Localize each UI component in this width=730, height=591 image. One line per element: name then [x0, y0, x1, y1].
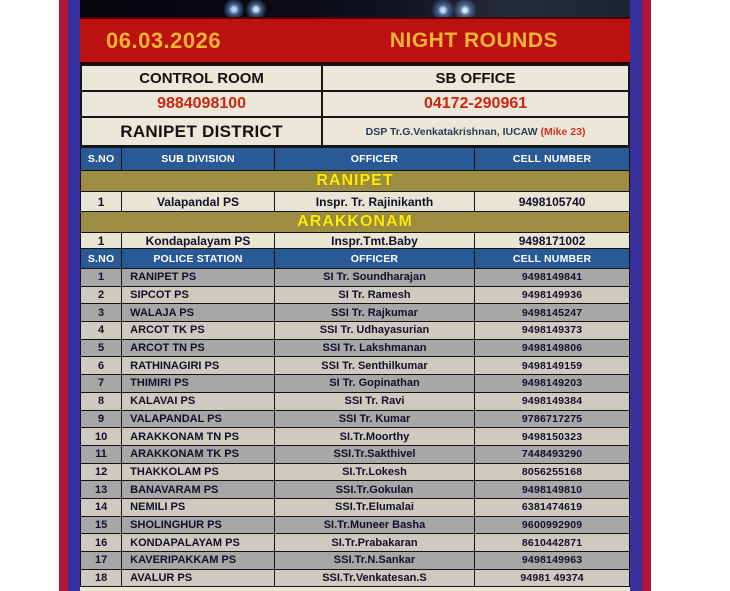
serial-number: 10	[81, 428, 122, 446]
officer-name: SI.Tr.Muneer Basha	[274, 516, 474, 534]
station-name: ARCOT TN PS	[122, 339, 275, 357]
cell-number: 7448493290	[475, 445, 630, 463]
officer-name: SI.Tr.Lokesh	[274, 463, 474, 481]
officer-name: Inspr.Tmt.Baby	[274, 233, 474, 249]
section-title: ARAKKONAM	[81, 212, 630, 233]
serial-number: 8	[81, 392, 122, 410]
officer-name: SSI Tr. Kumar	[274, 410, 474, 428]
serial-number: 1	[81, 233, 122, 249]
officer-name: SSI.Tr.Elumalai	[274, 498, 474, 516]
cell-number: 9498149159	[475, 357, 630, 375]
officer-name: SSI.Tr.Gokulan	[274, 481, 474, 499]
serial-number: 3	[81, 304, 122, 322]
cell-number: 9498149810	[475, 481, 630, 499]
cell-number: 8056255168	[475, 463, 630, 481]
station-name: RANIPET PS	[122, 269, 275, 287]
serial-number: 1	[81, 269, 122, 287]
officer-name: SI.Tr.Prabakaran	[274, 534, 474, 552]
station-name: SHOLINGHUR PS	[122, 516, 275, 534]
serial-number: 17	[81, 552, 122, 570]
column-header-3: CELL NUMBER	[475, 148, 630, 171]
station-name: ARCOT TK PS	[122, 322, 275, 340]
officer-name: SSI Tr. Ravi	[274, 392, 474, 410]
section-band-ranipet	[81, 171, 630, 192]
column-header-0: S.NO	[81, 249, 122, 269]
column-header-row	[81, 249, 630, 269]
station-name: RATHINAGIRI PS	[122, 357, 275, 375]
station-row	[81, 375, 630, 393]
officer-name: SSI Tr. Lakshmanan	[274, 339, 474, 357]
cell-number: 9498149806	[475, 339, 630, 357]
district-name: RANIPET DISTRICT	[81, 117, 322, 146]
officer-name: SI Tr. Soundharajan	[274, 269, 474, 287]
night-rounds-duty-chart	[59, 0, 651, 591]
cell-number: 9498149841	[475, 269, 630, 287]
station-row	[81, 534, 630, 552]
serial-number: 12	[81, 463, 122, 481]
serial-number: 16	[81, 534, 122, 552]
serial-number: 2	[81, 286, 122, 304]
page-title: NIGHT ROUNDS	[389, 28, 558, 52]
officer-name: SSI.Tr.Venkatesan.S	[274, 569, 474, 587]
station-row	[81, 410, 630, 428]
officer-name: SI Tr. Ramesh	[274, 286, 474, 304]
cell-number: 9498149203	[475, 375, 630, 393]
serial-number: 7	[81, 375, 122, 393]
officer-name: SSI Tr. Senthilkumar	[274, 357, 474, 375]
officer-name: SSI.Tr.N.Sankar	[274, 552, 474, 570]
station-name: THAKKOLAM PS	[122, 463, 275, 481]
dsp-name: DSP Tr.G.Venkatakrishnan, IUCAW	[365, 125, 538, 138]
cell-number: 9498149384	[475, 392, 630, 410]
subdivision-row	[81, 233, 630, 249]
station-name: NEMILI PS	[122, 498, 275, 516]
outer-frame	[59, 0, 651, 591]
serial-number: 5	[81, 339, 122, 357]
station-row	[81, 569, 630, 587]
sb-office-label: SB OFFICE	[322, 65, 629, 91]
station-name: WALAJA PS	[122, 304, 275, 322]
title-band	[80, 17, 630, 64]
officer-name: SSI.Tr.Sakthivel	[274, 445, 474, 463]
station-name: THIMIRI PS	[122, 375, 275, 393]
column-header-row	[81, 148, 630, 171]
station-row	[81, 339, 630, 357]
serial-number: 1	[81, 192, 122, 212]
station-row	[81, 428, 630, 446]
section-band-arakkonam	[81, 212, 630, 233]
station-name: KONDAPALAYAM PS	[122, 534, 275, 552]
column-header-1: POLICE STATION	[122, 249, 275, 269]
station-name: SIPCOT PS	[122, 286, 275, 304]
station-row	[81, 304, 630, 322]
cell-number: 9498171002	[475, 233, 630, 249]
officer-name: SI Tr. Gopinathan	[274, 375, 474, 393]
cell-number: 8610442871	[475, 534, 630, 552]
control-room-label: CONTROL ROOM	[81, 65, 322, 91]
dsp-callsign: (Mike 23)	[540, 125, 586, 138]
cell-number: 9498149373	[475, 322, 630, 340]
column-header-0: S.NO	[81, 148, 122, 171]
station-row	[81, 286, 630, 304]
station-name: BANAVARAM PS	[122, 481, 275, 499]
serial-number: 13	[81, 481, 122, 499]
cell-number: 9498149936	[475, 286, 630, 304]
station-row	[81, 481, 630, 499]
station-name: KAVERIPAKKAM PS	[122, 552, 275, 570]
serial-number: 14	[81, 498, 122, 516]
section-title: RANIPET	[81, 171, 630, 192]
dsp-officer	[322, 117, 629, 146]
officer-name: Inspr. Tr. Rajinikanth	[274, 192, 474, 212]
cell-number: 9498145247	[475, 304, 630, 322]
column-header-3: CELL NUMBER	[475, 249, 630, 269]
roster-body	[81, 148, 630, 587]
inner-frame	[68, 0, 642, 591]
station-name: VALAPANDAL PS	[122, 410, 275, 428]
date: 06.03.2026	[106, 27, 222, 53]
station-row	[81, 516, 630, 534]
officer-name: SSI Tr. Rajkumar	[274, 304, 474, 322]
station-row	[81, 498, 630, 516]
station-row	[81, 269, 630, 287]
station-name: Valapandal PS	[122, 192, 275, 212]
roster-table	[80, 147, 630, 587]
station-row	[81, 322, 630, 340]
serial-number: 15	[81, 516, 122, 534]
station-row	[81, 357, 630, 375]
cell-number: 9786717275	[475, 410, 630, 428]
officer-name: SI.Tr.Moorthy	[274, 428, 474, 446]
station-row	[81, 552, 630, 570]
serial-number: 4	[81, 322, 122, 340]
officer-name: SSI Tr. Udhayasurian	[274, 322, 474, 340]
police-vehicle-night-photo	[80, 0, 630, 17]
station-name: ARAKKONAM TK PS	[122, 445, 275, 463]
cell-number: 9600992909	[475, 516, 630, 534]
station-row	[81, 463, 630, 481]
column-header-1: SUB DIVISION	[122, 148, 275, 171]
control-room-phone: 9884098100	[81, 91, 322, 117]
column-header-2: OFFICER	[274, 148, 474, 171]
station-row	[81, 392, 630, 410]
station-row	[81, 445, 630, 463]
cell-number: 9498105740	[475, 192, 630, 212]
info-table	[80, 64, 630, 147]
serial-number: 18	[81, 569, 122, 587]
cell-number: 9498150323	[475, 428, 630, 446]
station-name: ARAKKONAM TN PS	[122, 428, 275, 446]
station-name: AVALUR PS	[122, 569, 275, 587]
sb-office-phone: 04172-290961	[322, 91, 629, 117]
station-name: KALAVAI PS	[122, 392, 275, 410]
serial-number: 6	[81, 357, 122, 375]
cell-number: 94981 49374	[475, 569, 630, 587]
column-header-2: OFFICER	[274, 249, 474, 269]
station-name: Kondapalayam PS	[122, 233, 275, 249]
subdivision-row	[81, 192, 630, 212]
serial-number: 9	[81, 410, 122, 428]
cell-number: 6381474619	[475, 498, 630, 516]
serial-number: 11	[81, 445, 122, 463]
cell-number: 9498149963	[475, 552, 630, 570]
